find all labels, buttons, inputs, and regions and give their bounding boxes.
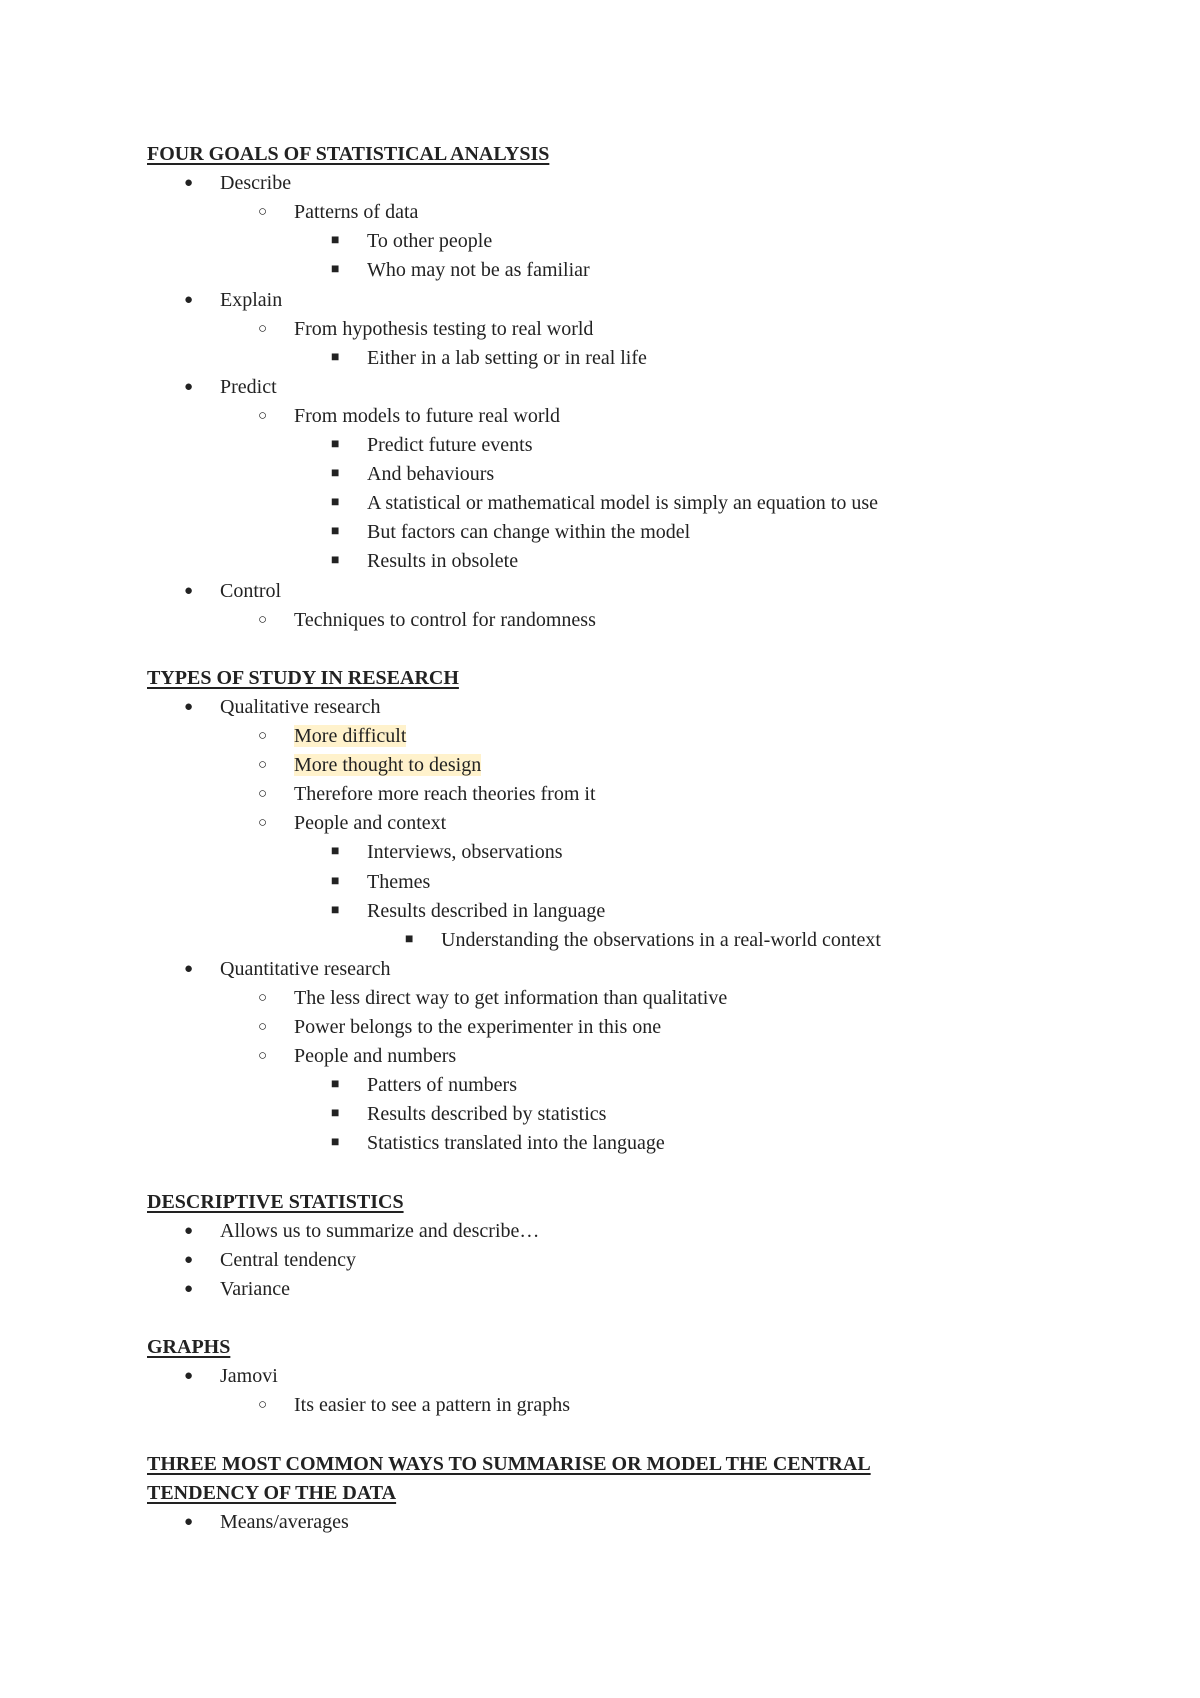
list-item-text: Who may not be as familiar	[367, 259, 590, 282]
bullet-level2-icon: ○	[258, 407, 268, 424]
list-item-text: From hypothesis testing to real world	[294, 317, 594, 340]
list-item-text: Techniques to control for randomness	[294, 608, 596, 631]
bullet-level2-icon: ○	[258, 757, 268, 774]
section-heading: GRAPHS	[147, 1336, 231, 1359]
list-item-text: Results described by statistics	[367, 1103, 607, 1126]
bullet-level3-icon: ■	[331, 233, 340, 249]
list-item	[220, 955, 390, 983]
section-heading: TYPES OF STUDY IN RESEARCH	[147, 666, 459, 689]
list-item	[367, 344, 647, 372]
list-item-text: Results described in language	[367, 899, 606, 922]
list-item	[220, 1275, 290, 1303]
list-item-text: Quantitative research	[220, 957, 391, 980]
bullet-level3-icon: ■	[331, 349, 340, 365]
list-item-text: Understanding the observations in a real-world context	[441, 928, 881, 951]
list-item-text: More difficult	[294, 725, 407, 747]
list-item-text: Therefore more reach theories from it	[294, 783, 596, 806]
list-item-text: Explain	[220, 288, 283, 311]
list-item	[294, 722, 406, 750]
list-item	[367, 838, 563, 866]
bullet-level3-icon: ■	[331, 495, 340, 511]
list-item	[220, 1362, 278, 1390]
list-item-text: Its easier to see a pattern in graphs	[294, 1394, 571, 1417]
list-item	[294, 809, 446, 837]
bullet-level1-icon: ●	[184, 1222, 194, 1239]
bullet-level3-icon: ■	[331, 873, 340, 889]
list-item-text: Results in obsolete	[367, 550, 519, 573]
list-item	[294, 606, 596, 634]
bullet-level3-icon: ■	[331, 524, 340, 540]
bullet-level2-icon: ○	[258, 1019, 268, 1035]
list-item-text: Control	[220, 579, 282, 602]
list-item	[220, 169, 291, 197]
list-item-text: Patters of numbers	[367, 1074, 517, 1097]
list-item-text: Power belongs to the experimenter in this one	[294, 1016, 662, 1038]
bullet-level2-icon: ○	[258, 1048, 268, 1065]
bullet-level2-icon: ○	[258, 786, 268, 803]
list-item-text: Themes	[367, 870, 431, 893]
list-item-text: People and numbers	[294, 1045, 457, 1068]
list-item	[294, 1013, 661, 1041]
bullet-level1-icon: ●	[184, 1280, 194, 1297]
list-item	[294, 1391, 570, 1419]
bullet-level1-icon: ●	[184, 1513, 194, 1530]
list-item	[367, 868, 430, 896]
list-item-text: Predict	[220, 375, 277, 398]
list-item	[367, 1129, 665, 1157]
list-item	[294, 402, 560, 430]
bullet-level3-icon: ■	[331, 262, 340, 278]
list-item-text: People and context	[294, 812, 447, 835]
bullet-level1-icon: ●	[184, 1368, 194, 1385]
bullet-level2-icon: ○	[258, 1397, 268, 1414]
bullet-level3-icon: ■	[331, 844, 340, 860]
list-item	[220, 373, 277, 401]
section-heading: THREE MOST COMMON WAYS TO SUMMARISE OR MODEL THE CENTRAL	[147, 1452, 871, 1475]
list-item	[367, 227, 492, 255]
bullet-level1-icon: ●	[184, 960, 194, 977]
list-item-text: Qualitative research	[220, 695, 381, 718]
bullet-level3-icon: ■	[331, 437, 340, 452]
bullet-level3-icon: ■	[331, 1106, 340, 1122]
bullet-level1-icon: ●	[184, 1251, 194, 1268]
list-item	[367, 1100, 606, 1128]
bullet-level3-icon: ■	[331, 553, 340, 569]
list-item-text: Allows us to summarize and describe…	[220, 1219, 540, 1242]
section-heading: FOUR GOALS OF STATISTICAL ANALYSIS	[147, 143, 550, 165]
list-item-text: Describe	[220, 172, 292, 195]
list-item-text: From models to future real world	[294, 404, 561, 427]
list-item	[294, 1042, 456, 1070]
bullet-level2-icon: ○	[258, 320, 268, 337]
list-item-text: Statistics translated into the language	[367, 1132, 665, 1155]
list-item-text: Variance	[220, 1277, 290, 1300]
section-heading: DESCRIPTIVE STATISTICS	[147, 1190, 404, 1213]
list-item	[294, 780, 596, 808]
section-heading: TENDENCY OF THE DATA	[147, 1481, 397, 1504]
bullet-level1-icon: ●	[184, 291, 194, 308]
bullet-level2-icon: ○	[258, 989, 268, 1006]
list-item-text: Patterns of data	[294, 201, 419, 224]
list-item-text: Interviews, observations	[367, 841, 563, 864]
bullet-level2-icon: ○	[258, 728, 268, 744]
bullet-level3-icon: ■	[331, 1077, 340, 1093]
list-item	[294, 751, 481, 779]
list-item-text: To other people	[367, 230, 493, 253]
list-item	[367, 431, 533, 459]
list-item-text: A statistical or mathematical model is simply an equation to use	[367, 492, 879, 515]
list-item-text: Predict future events	[367, 434, 533, 456]
list-item-text: And behaviours	[367, 463, 495, 486]
list-item-text: More thought to design	[294, 754, 482, 777]
bullet-level2-icon: ○	[258, 611, 268, 628]
list-item	[367, 547, 518, 575]
list-item	[294, 984, 727, 1012]
list-item	[367, 518, 690, 546]
list-item	[220, 577, 281, 605]
bullet-level1-icon: ●	[184, 175, 194, 192]
list-item-text: Jamovi	[220, 1365, 278, 1388]
list-item	[367, 897, 605, 925]
list-item	[367, 460, 494, 488]
list-item	[367, 1071, 517, 1099]
list-item	[294, 315, 593, 343]
bullet-level1-icon: ●	[184, 582, 194, 599]
list-item	[220, 1217, 539, 1245]
bullet-level4-icon: ■	[405, 931, 414, 947]
bullet-level3-icon: ■	[331, 1135, 340, 1151]
list-item	[367, 256, 590, 284]
list-item-text: The less direct way to get information than qualitative	[294, 986, 728, 1009]
list-item-text: Means/averages	[220, 1510, 349, 1533]
list-item	[220, 1246, 356, 1274]
list-item	[220, 286, 282, 314]
list-item-text: Central tendency	[220, 1248, 357, 1271]
bullet-level2-icon: ○	[258, 204, 268, 221]
list-item	[220, 1508, 349, 1536]
list-item-text: But factors can change within the model	[367, 521, 691, 544]
bullet-level2-icon: ○	[258, 815, 268, 832]
list-item	[220, 693, 380, 721]
list-item	[441, 926, 881, 954]
bullet-level3-icon: ■	[331, 902, 340, 918]
list-item	[367, 489, 878, 517]
bullet-level3-icon: ■	[331, 466, 340, 482]
bullet-level1-icon: ●	[184, 698, 194, 715]
list-item-text: Either in a lab setting or in real life	[367, 346, 647, 369]
bullet-level1-icon: ●	[184, 378, 194, 395]
list-item	[294, 198, 418, 226]
